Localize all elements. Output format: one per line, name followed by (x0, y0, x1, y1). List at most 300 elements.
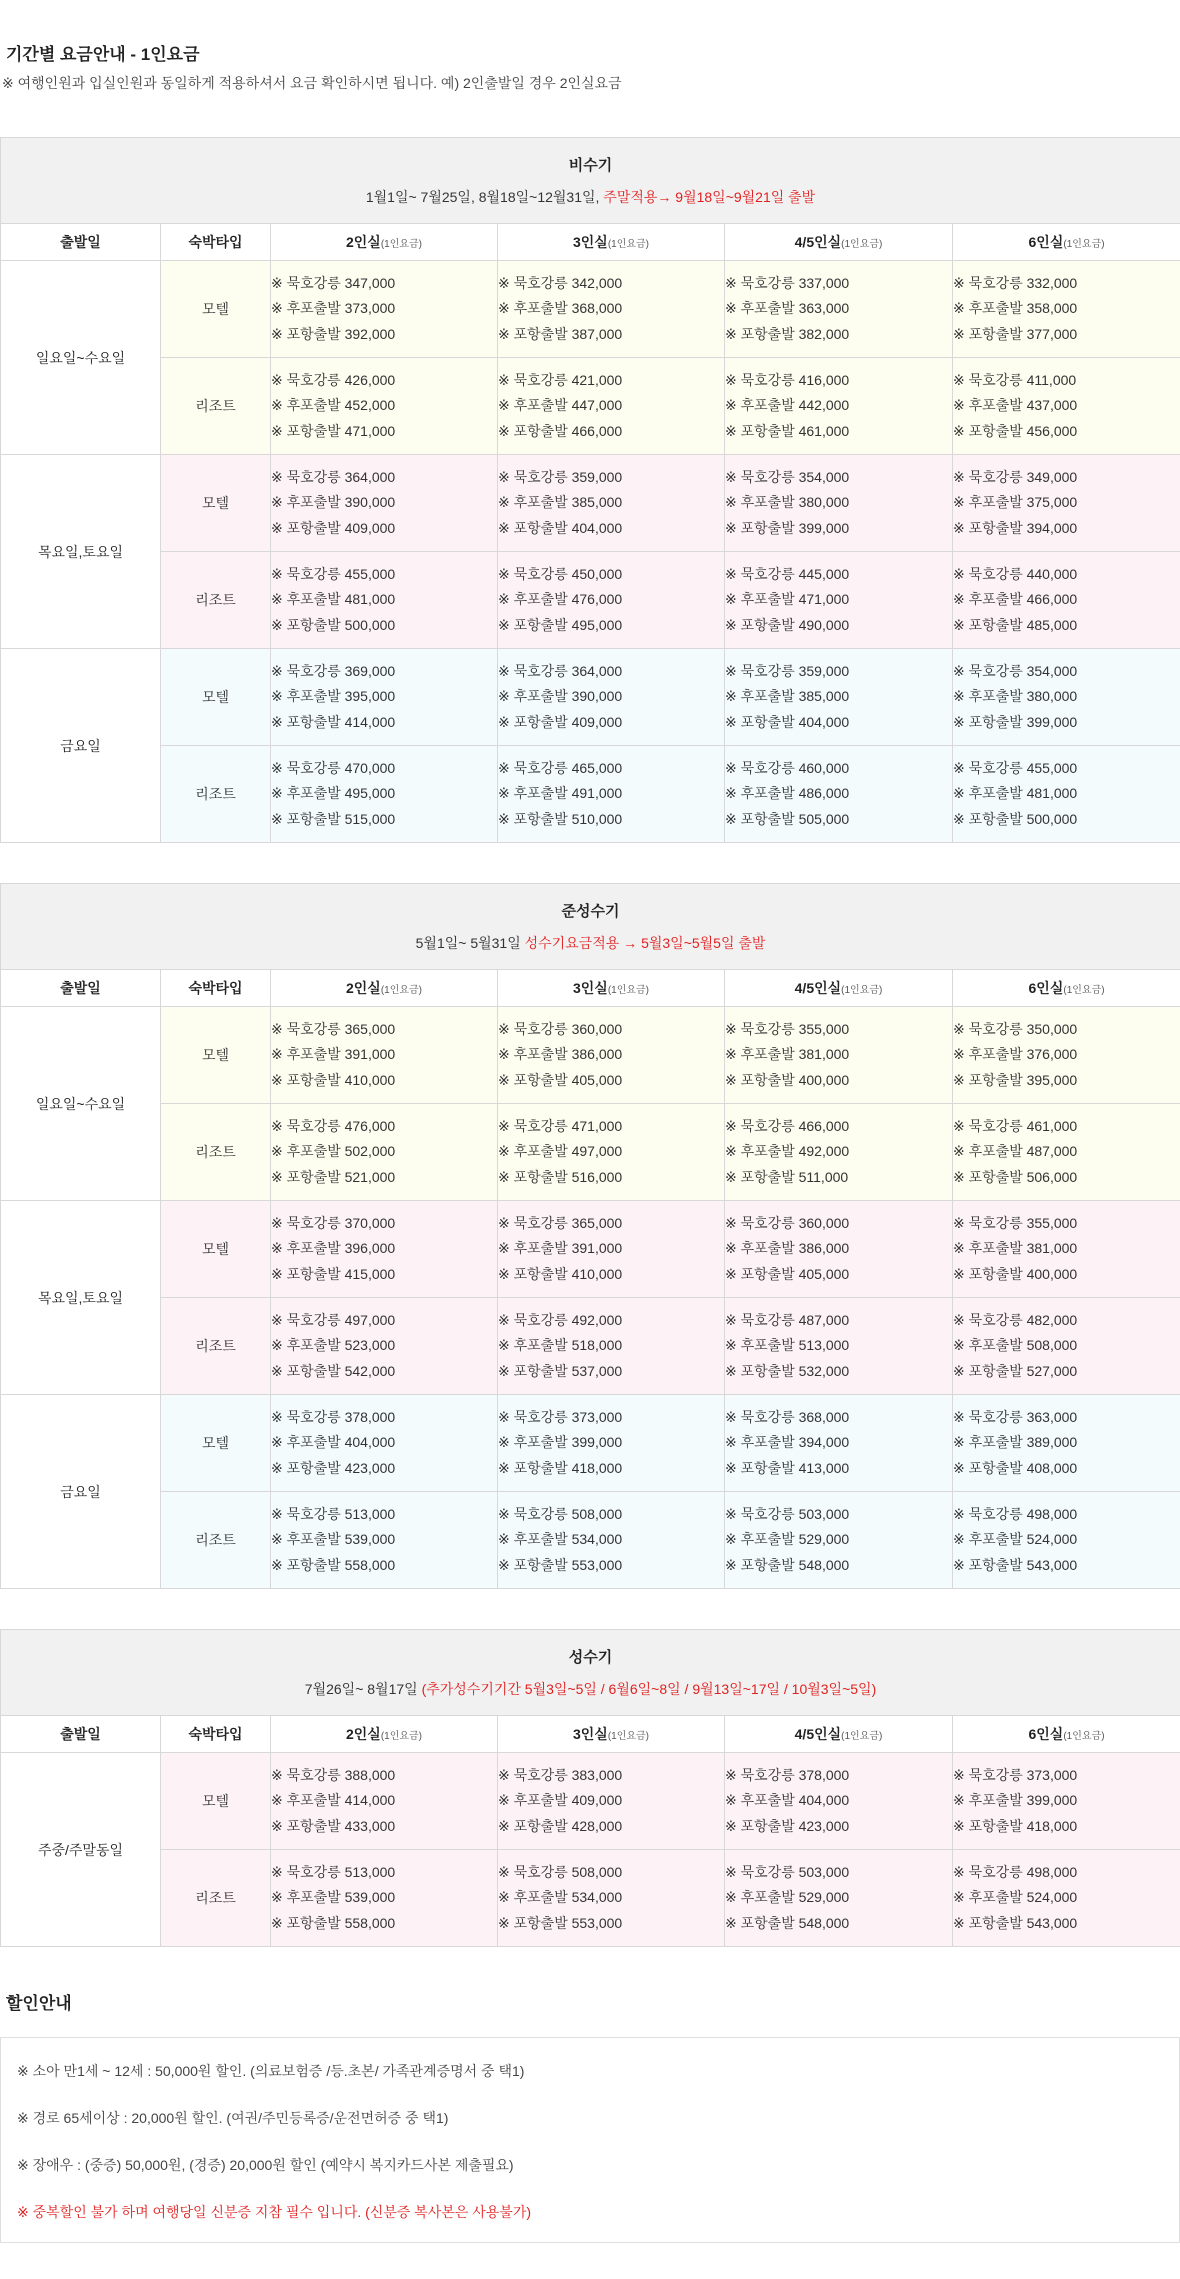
price-value: 409,000 (572, 1792, 623, 1808)
stay-type-motel: 모텔 (161, 1395, 271, 1492)
room-sub: (1인요금) (1063, 1731, 1104, 1742)
price-value: 347,000 (345, 275, 396, 291)
price-cell (725, 1753, 953, 1850)
price-cell (498, 649, 725, 746)
price-cell (498, 1492, 725, 1589)
price-value: 382,000 (799, 326, 850, 342)
origin-label: ※ 후포출발 (953, 1046, 1027, 1062)
price-line (725, 587, 952, 613)
price-value: 440,000 (1027, 566, 1078, 582)
price-line (953, 710, 1180, 736)
price-line (498, 1333, 724, 1359)
price-line (725, 1333, 952, 1359)
origin-label: ※ 후포출발 (725, 1434, 799, 1450)
price-cell (953, 1007, 1180, 1104)
origin-label: ※ 후포출발 (271, 1792, 345, 1808)
price-value: 369,000 (345, 663, 396, 679)
table-row (1, 1850, 1180, 1947)
origin-label: ※ 후포출발 (271, 1889, 345, 1905)
price-line (271, 1553, 497, 1579)
origin-label: ※ 후포출발 (725, 1046, 799, 1062)
price-value: 400,000 (1027, 1266, 1078, 1282)
origin-label: ※ 묵호강릉 (953, 1409, 1027, 1425)
room-sub: (1인요금) (608, 239, 649, 250)
room-name: 6인실 (1028, 1726, 1063, 1742)
room-name: 6인실 (1029, 980, 1064, 996)
origin-label: ※ 후포출발 (953, 1240, 1027, 1256)
price-value: 404,000 (799, 1792, 850, 1808)
price-line (271, 1211, 497, 1237)
price-line (271, 1885, 497, 1911)
stay-type-motel: 모텔 (161, 1201, 271, 1298)
price-line (953, 1359, 1180, 1385)
origin-label: ※ 후포출발 (725, 1143, 799, 1159)
price-value: 373,000 (572, 1409, 623, 1425)
origin-label: ※ 묵호강릉 (725, 1215, 799, 1231)
price-value: 375,000 (1027, 494, 1078, 510)
price-value: 363,000 (799, 300, 850, 316)
price-cell (271, 1395, 498, 1492)
price-line (953, 490, 1180, 516)
origin-label: ※ 포항출발 (953, 617, 1027, 633)
origin-label: ※ 후포출발 (498, 494, 572, 510)
room-name: 3인실 (573, 234, 608, 250)
col-header-room (271, 224, 498, 261)
price-line (953, 1139, 1180, 1165)
price-cell (725, 455, 953, 552)
origin-label: ※ 묵호강릉 (498, 566, 572, 582)
price-line (271, 1763, 497, 1789)
price-line (498, 1763, 724, 1789)
price-value: 542,000 (345, 1363, 396, 1379)
table-row (1, 649, 1180, 746)
origin-label: ※ 후포출발 (725, 591, 799, 607)
price-line (725, 1911, 952, 1937)
origin-label: ※ 후포출발 (725, 1792, 799, 1808)
price-value: 456,000 (1027, 423, 1078, 439)
origin-label: ※ 포항출발 (271, 1169, 345, 1185)
price-value: 461,000 (799, 423, 850, 439)
price-cell (953, 1395, 1180, 1492)
price-line (498, 1262, 724, 1288)
price-line (498, 1017, 724, 1043)
price-line (725, 1165, 952, 1191)
price-line (271, 613, 497, 639)
price-line (953, 1860, 1180, 1886)
price-line (725, 1788, 952, 1814)
price-cell (498, 455, 725, 552)
origin-label: ※ 묵호강릉 (953, 275, 1027, 291)
price-value: 385,000 (572, 494, 623, 510)
price-cell (271, 1201, 498, 1298)
price-line (498, 490, 724, 516)
price-value: 502,000 (345, 1143, 396, 1159)
price-line (498, 1308, 724, 1334)
price-value: 395,000 (1027, 1072, 1078, 1088)
price-value: 529,000 (799, 1531, 850, 1547)
origin-label: ※ 묵호강릉 (498, 1864, 572, 1880)
price-value: 500,000 (1027, 811, 1078, 827)
price-value: 373,000 (1027, 1767, 1078, 1783)
room-sub: (1인요금) (1063, 985, 1104, 996)
col-header-stay: 숙박타입 (161, 1716, 271, 1753)
origin-label: ※ 묵호강릉 (271, 1021, 345, 1037)
price-value: 399,000 (1027, 714, 1078, 730)
season-name: 성수기 (1, 1647, 1180, 1669)
origin-label: ※ 묵호강릉 (725, 1767, 799, 1783)
price-value: 433,000 (345, 1818, 396, 1834)
stay-type-resort: 리조트 (161, 1850, 271, 1947)
price-line (953, 1814, 1180, 1840)
price-cell (953, 1753, 1180, 1850)
price-value: 487,000 (799, 1312, 850, 1328)
price-cell (725, 1298, 953, 1395)
price-value: 481,000 (345, 591, 396, 607)
price-value: 386,000 (799, 1240, 850, 1256)
price-line (498, 465, 724, 491)
price-value: 428,000 (572, 1818, 623, 1834)
col-header-day: 출발일 (1, 970, 161, 1007)
origin-label: ※ 포항출발 (271, 1557, 345, 1573)
price-cell (953, 358, 1180, 455)
price-value: 553,000 (572, 1557, 623, 1573)
price-value: 389,000 (1027, 1434, 1078, 1450)
origin-label: ※ 포항출발 (725, 1169, 799, 1185)
price-line (271, 1017, 497, 1043)
price-line (953, 1333, 1180, 1359)
origin-label: ※ 후포출발 (725, 1337, 799, 1353)
price-line (953, 1885, 1180, 1911)
price-line (953, 756, 1180, 782)
origin-label: ※ 포항출발 (271, 1460, 345, 1476)
origin-label: ※ 후포출발 (498, 1240, 572, 1256)
price-line (725, 296, 952, 322)
price-cell (498, 552, 725, 649)
price-value: 485,000 (1027, 617, 1078, 633)
origin-label: ※ 후포출발 (271, 1531, 345, 1547)
price-value: 359,000 (572, 469, 623, 485)
price-line (953, 465, 1180, 491)
origin-label: ※ 포항출발 (725, 811, 799, 827)
price-line (498, 1405, 724, 1431)
price-value: 529,000 (799, 1889, 850, 1905)
price-line (953, 1527, 1180, 1553)
price-value: 461,000 (1027, 1118, 1078, 1134)
price-value: 396,000 (345, 1240, 396, 1256)
price-line (271, 807, 497, 833)
price-line (498, 1911, 724, 1937)
price-line (271, 296, 497, 322)
price-line (271, 587, 497, 613)
origin-label: ※ 묵호강릉 (725, 760, 799, 776)
price-line (498, 756, 724, 782)
price-value: 410,000 (572, 1266, 623, 1282)
price-value: 524,000 (1027, 1889, 1078, 1905)
col-header-room (498, 224, 725, 261)
origin-label: ※ 후포출발 (725, 785, 799, 801)
origin-label: ※ 포항출발 (725, 520, 799, 536)
price-line (953, 562, 1180, 588)
origin-label: ※ 후포출발 (498, 785, 572, 801)
origin-label: ※ 후포출발 (953, 397, 1027, 413)
price-line (271, 393, 497, 419)
price-line (725, 1430, 952, 1456)
price-value: 495,000 (572, 617, 623, 633)
discount-item-disabled: ※ 장애우 : (중증) 50,000원, (경증) 20,000원 할인 (예약시 복지카드사본 제출필요) (1, 2142, 1179, 2189)
season-header (1, 1630, 1180, 1716)
price-cell (271, 1104, 498, 1201)
price-value: 437,000 (1027, 397, 1078, 413)
price-line (498, 1211, 724, 1237)
price-cell (498, 1104, 725, 1201)
price-line (271, 368, 497, 394)
price-line (271, 1359, 497, 1385)
stay-type-resort: 리조트 (161, 1298, 271, 1395)
price-value: 515,000 (345, 811, 396, 827)
discount-box (0, 2037, 1180, 2243)
price-line (953, 659, 1180, 685)
price-value: 381,000 (1027, 1240, 1078, 1256)
stay-type-resort: 리조트 (161, 1492, 271, 1589)
price-value: 471,000 (572, 1118, 623, 1134)
price-value: 513,000 (345, 1864, 396, 1880)
origin-label: ※ 후포출발 (271, 1046, 345, 1062)
origin-label: ※ 후포출발 (271, 397, 345, 413)
origin-label: ※ 후포출발 (725, 300, 799, 316)
price-cell (498, 1850, 725, 1947)
table-row (1, 746, 1180, 843)
price-value: 497,000 (572, 1143, 623, 1159)
stay-type-motel: 모텔 (161, 1007, 271, 1104)
price-value: 395,000 (345, 688, 396, 704)
price-value: 558,000 (345, 1915, 396, 1931)
price-value: 399,000 (799, 520, 850, 536)
origin-label: ※ 후포출발 (498, 1792, 572, 1808)
price-line (725, 562, 952, 588)
price-cell (725, 1850, 953, 1947)
stay-type-resort: 리조트 (161, 746, 271, 843)
origin-label: ※ 묵호강릉 (725, 663, 799, 679)
price-line (271, 490, 497, 516)
departure-day: 금요일 (1, 1395, 161, 1589)
price-line (953, 1017, 1180, 1043)
price-line (725, 684, 952, 710)
origin-label: ※ 후포출발 (271, 494, 345, 510)
room-sub: (1인요금) (608, 1731, 649, 1742)
origin-label: ※ 포항출발 (271, 617, 345, 633)
price-line (725, 781, 952, 807)
origin-label: ※ 묵호강릉 (271, 566, 345, 582)
price-line (498, 368, 724, 394)
col-header-stay: 숙박타입 (161, 224, 271, 261)
price-value: 471,000 (799, 591, 850, 607)
price-value: 410,000 (345, 1072, 396, 1088)
price-value: 365,000 (345, 1021, 396, 1037)
origin-label: ※ 포항출발 (498, 1363, 572, 1379)
price-line (271, 1333, 497, 1359)
origin-label: ※ 포항출발 (271, 1915, 345, 1931)
origin-label: ※ 후포출발 (725, 688, 799, 704)
origin-label: ※ 묵호강릉 (498, 663, 572, 679)
origin-label: ※ 포항출발 (498, 326, 572, 342)
origin-label: ※ 묵호강릉 (725, 1021, 799, 1037)
origin-label: ※ 포항출발 (725, 1460, 799, 1476)
origin-label: ※ 포항출발 (498, 617, 572, 633)
price-line (725, 1814, 952, 1840)
origin-label: ※ 묵호강릉 (498, 469, 572, 485)
price-line (498, 296, 724, 322)
origin-label: ※ 묵호강릉 (498, 372, 572, 388)
price-line (953, 1236, 1180, 1262)
origin-label: ※ 포항출발 (271, 811, 345, 827)
price-value: 383,000 (572, 1767, 623, 1783)
price-value: 447,000 (572, 397, 623, 413)
price-line (725, 1017, 952, 1043)
origin-label: ※ 묵호강릉 (498, 1767, 572, 1783)
departure-day: 주중/주말동일 (1, 1753, 161, 1947)
origin-label: ※ 포항출발 (498, 520, 572, 536)
price-line (725, 1502, 952, 1528)
stay-type-motel: 모텔 (161, 1753, 271, 1850)
price-line (271, 1860, 497, 1886)
origin-label: ※ 묵호강릉 (271, 1506, 345, 1522)
origin-label: ※ 후포출발 (953, 1531, 1027, 1547)
price-line (725, 419, 952, 445)
price-cell (725, 1492, 953, 1589)
origin-label: ※ 후포출발 (271, 1434, 345, 1450)
price-cell (271, 1850, 498, 1947)
price-cell (953, 455, 1180, 552)
price-cell (953, 746, 1180, 843)
origin-label: ※ 후포출발 (271, 1143, 345, 1159)
table-row (1, 358, 1180, 455)
price-line (271, 1814, 497, 1840)
origin-label: ※ 후포출발 (498, 300, 572, 316)
departure-day: 일요일~수요일 (1, 1007, 161, 1201)
price-cell (498, 746, 725, 843)
price-value: 558,000 (345, 1557, 396, 1573)
origin-label: ※ 후포출발 (271, 688, 345, 704)
origin-label: ※ 묵호강릉 (725, 1312, 799, 1328)
price-line (498, 1042, 724, 1068)
price-line (498, 1788, 724, 1814)
price-value: 513,000 (345, 1506, 396, 1522)
room-name: 4/5인실 (795, 980, 842, 996)
price-value: 360,000 (799, 1215, 850, 1231)
price-line (953, 1911, 1180, 1937)
price-cell (725, 358, 953, 455)
price-value: 392,000 (345, 326, 396, 342)
origin-label: ※ 묵호강릉 (271, 469, 345, 485)
price-line (953, 1430, 1180, 1456)
price-value: 414,000 (345, 1792, 396, 1808)
price-line (953, 1763, 1180, 1789)
price-line (498, 1527, 724, 1553)
col-header-stay: 숙박타입 (161, 970, 271, 1007)
origin-label: ※ 묵호강릉 (953, 566, 1027, 582)
origin-label: ※ 묵호강릉 (953, 1506, 1027, 1522)
origin-label: ※ 포항출발 (271, 1363, 345, 1379)
origin-label: ※ 후포출발 (271, 591, 345, 607)
origin-label: ※ 포항출발 (498, 714, 572, 730)
price-line (725, 1763, 952, 1789)
price-line (271, 756, 497, 782)
price-value: 490,000 (799, 617, 850, 633)
season-gap (0, 843, 1180, 883)
price-line (271, 1236, 497, 1262)
price-line (271, 1911, 497, 1937)
origin-label: ※ 후포출발 (725, 1889, 799, 1905)
price-value: 506,000 (1027, 1169, 1078, 1185)
price-value: 350,000 (1027, 1021, 1078, 1037)
origin-label: ※ 묵호강릉 (498, 1118, 572, 1134)
price-cell (498, 1753, 725, 1850)
price-line (271, 1527, 497, 1553)
col-header-room (271, 1716, 498, 1753)
price-line (725, 465, 952, 491)
price-value: 498,000 (1027, 1864, 1078, 1880)
price-cell (498, 1007, 725, 1104)
price-line (725, 807, 952, 833)
price-value: 455,000 (1027, 760, 1078, 776)
price-value: 390,000 (572, 688, 623, 704)
origin-label: ※ 포항출발 (498, 423, 572, 439)
col-header-room (271, 970, 498, 1007)
price-value: 409,000 (345, 520, 396, 536)
origin-label: ※ 후포출발 (271, 1240, 345, 1256)
price-cell (498, 358, 725, 455)
room-sub: (1인요금) (381, 985, 422, 996)
price-line (953, 1308, 1180, 1334)
price-line (953, 516, 1180, 542)
price-cell (725, 1201, 953, 1298)
price-value: 537,000 (572, 1363, 623, 1379)
table-row (1, 1753, 1180, 1850)
price-value: 524,000 (1027, 1531, 1078, 1547)
price-value: 487,000 (1027, 1143, 1078, 1159)
price-cell (953, 1298, 1180, 1395)
col-header-day: 출발일 (1, 1716, 161, 1753)
price-line (271, 271, 497, 297)
price-value: 492,000 (572, 1312, 623, 1328)
price-line (498, 659, 724, 685)
price-value: 377,000 (1027, 326, 1078, 342)
price-value: 516,000 (572, 1169, 623, 1185)
room-name: 4/5인실 (795, 234, 842, 250)
price-line (953, 684, 1180, 710)
price-cell (725, 1395, 953, 1492)
price-line (271, 1114, 497, 1140)
table-row (1, 1395, 1180, 1492)
price-value: 532,000 (799, 1363, 850, 1379)
price-line (271, 1042, 497, 1068)
col-header-room (725, 1716, 953, 1753)
price-line (271, 1139, 497, 1165)
price-value: 342,000 (572, 275, 623, 291)
season-period-highlight: 주말적용→ 9월18일~9월21일 출발 (603, 189, 815, 205)
price-line (498, 271, 724, 297)
price-line (498, 807, 724, 833)
origin-label: ※ 묵호강릉 (271, 275, 345, 291)
price-value: 337,000 (799, 275, 850, 291)
price-value: 534,000 (572, 1889, 623, 1905)
price-value: 415,000 (345, 1266, 396, 1282)
price-line (271, 684, 497, 710)
price-value: 553,000 (572, 1915, 623, 1931)
col-header-room (953, 1716, 1180, 1753)
price-value: 365,000 (572, 1215, 623, 1231)
price-value: 465,000 (572, 760, 623, 776)
